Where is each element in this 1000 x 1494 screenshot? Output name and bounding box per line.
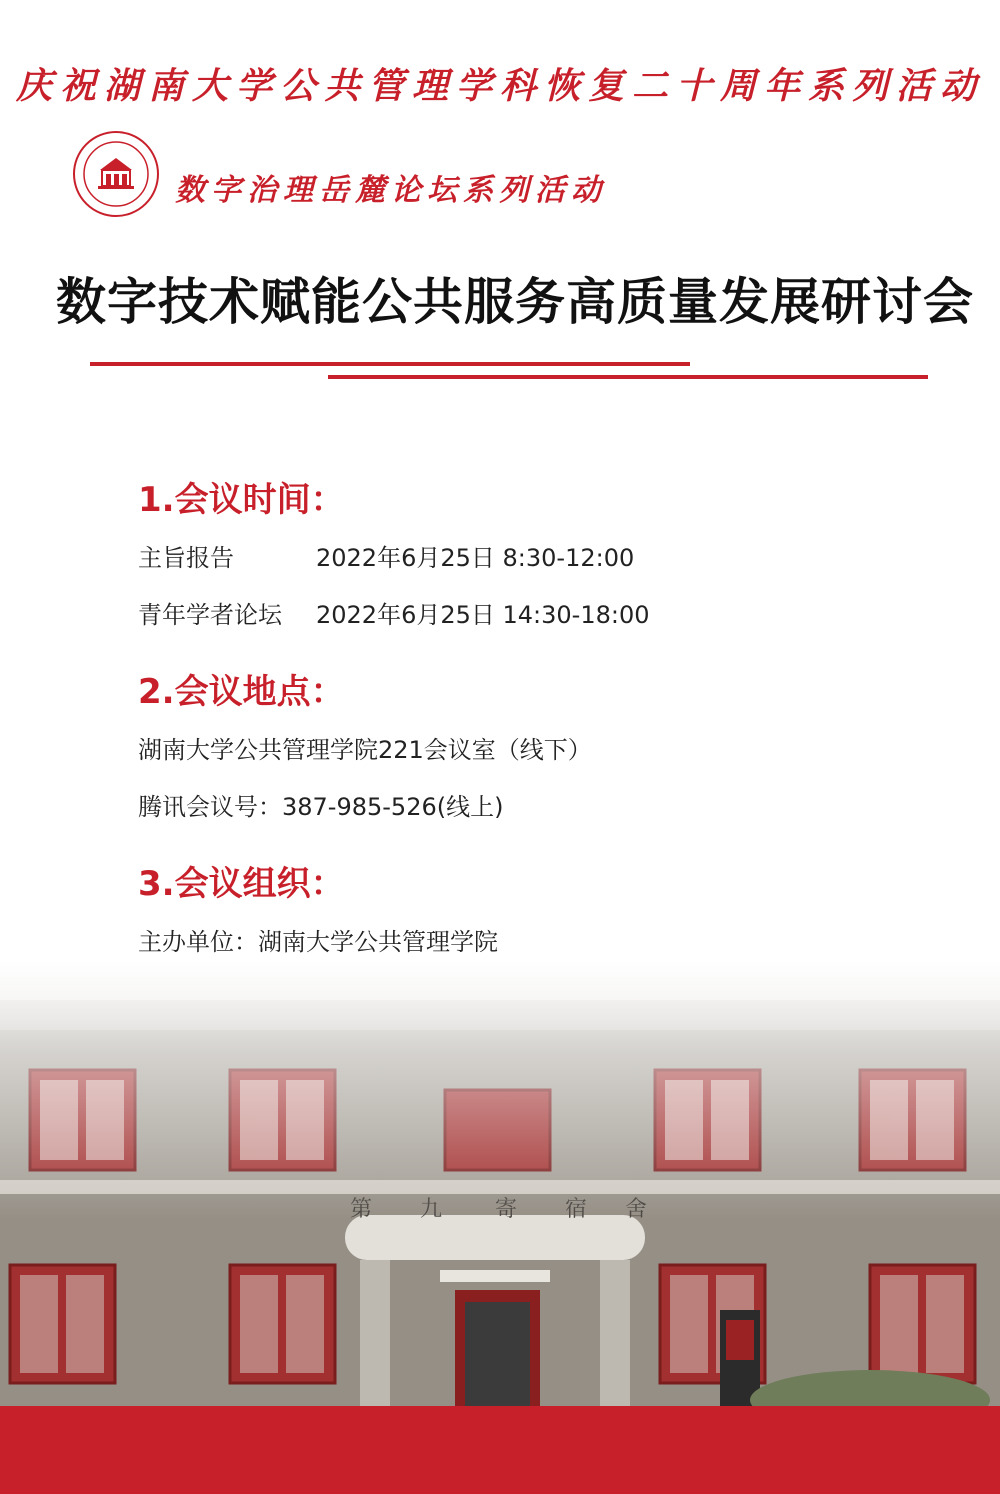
- section-heading-venue: 2.会议地点：: [138, 672, 345, 712]
- time-label: 青年学者论坛: [138, 601, 282, 629]
- title-rule-lower: [328, 375, 928, 379]
- time-line-forum: [138, 595, 650, 630]
- venue-offline: 湖南大学公共管理学院221会议室（线下）: [138, 736, 592, 764]
- venue-online: 腾讯会议号：387-985-526(线上): [138, 793, 504, 821]
- top-banner: 庆祝湖南大学公共管理学科恢复二十周年系列活动: [15, 65, 984, 107]
- time-value: 2022年6月25日 14:30-18:00: [316, 601, 650, 629]
- bottom-accent-bar: [0, 1406, 1000, 1494]
- page-title: 数字技术赋能公共服务高质量发展研讨会: [56, 272, 974, 331]
- section-heading-organization: 3.会议组织：: [138, 864, 345, 904]
- section-heading-time: 1.会议时间：: [138, 480, 345, 520]
- time-value: 2022年6月25日 8:30-12:00: [316, 544, 635, 572]
- title-rule-upper: [90, 362, 690, 366]
- building-photo: [0, 960, 1000, 1408]
- time-label: 主旨报告: [138, 544, 234, 572]
- forum-subtitle: 数字治理岳麓论坛系列活动: [175, 173, 607, 208]
- organizer-line: 主办单位：湖南大学公共管理学院: [138, 928, 498, 956]
- time-line-keynote: [138, 538, 634, 573]
- university-seal-icon: [72, 130, 160, 218]
